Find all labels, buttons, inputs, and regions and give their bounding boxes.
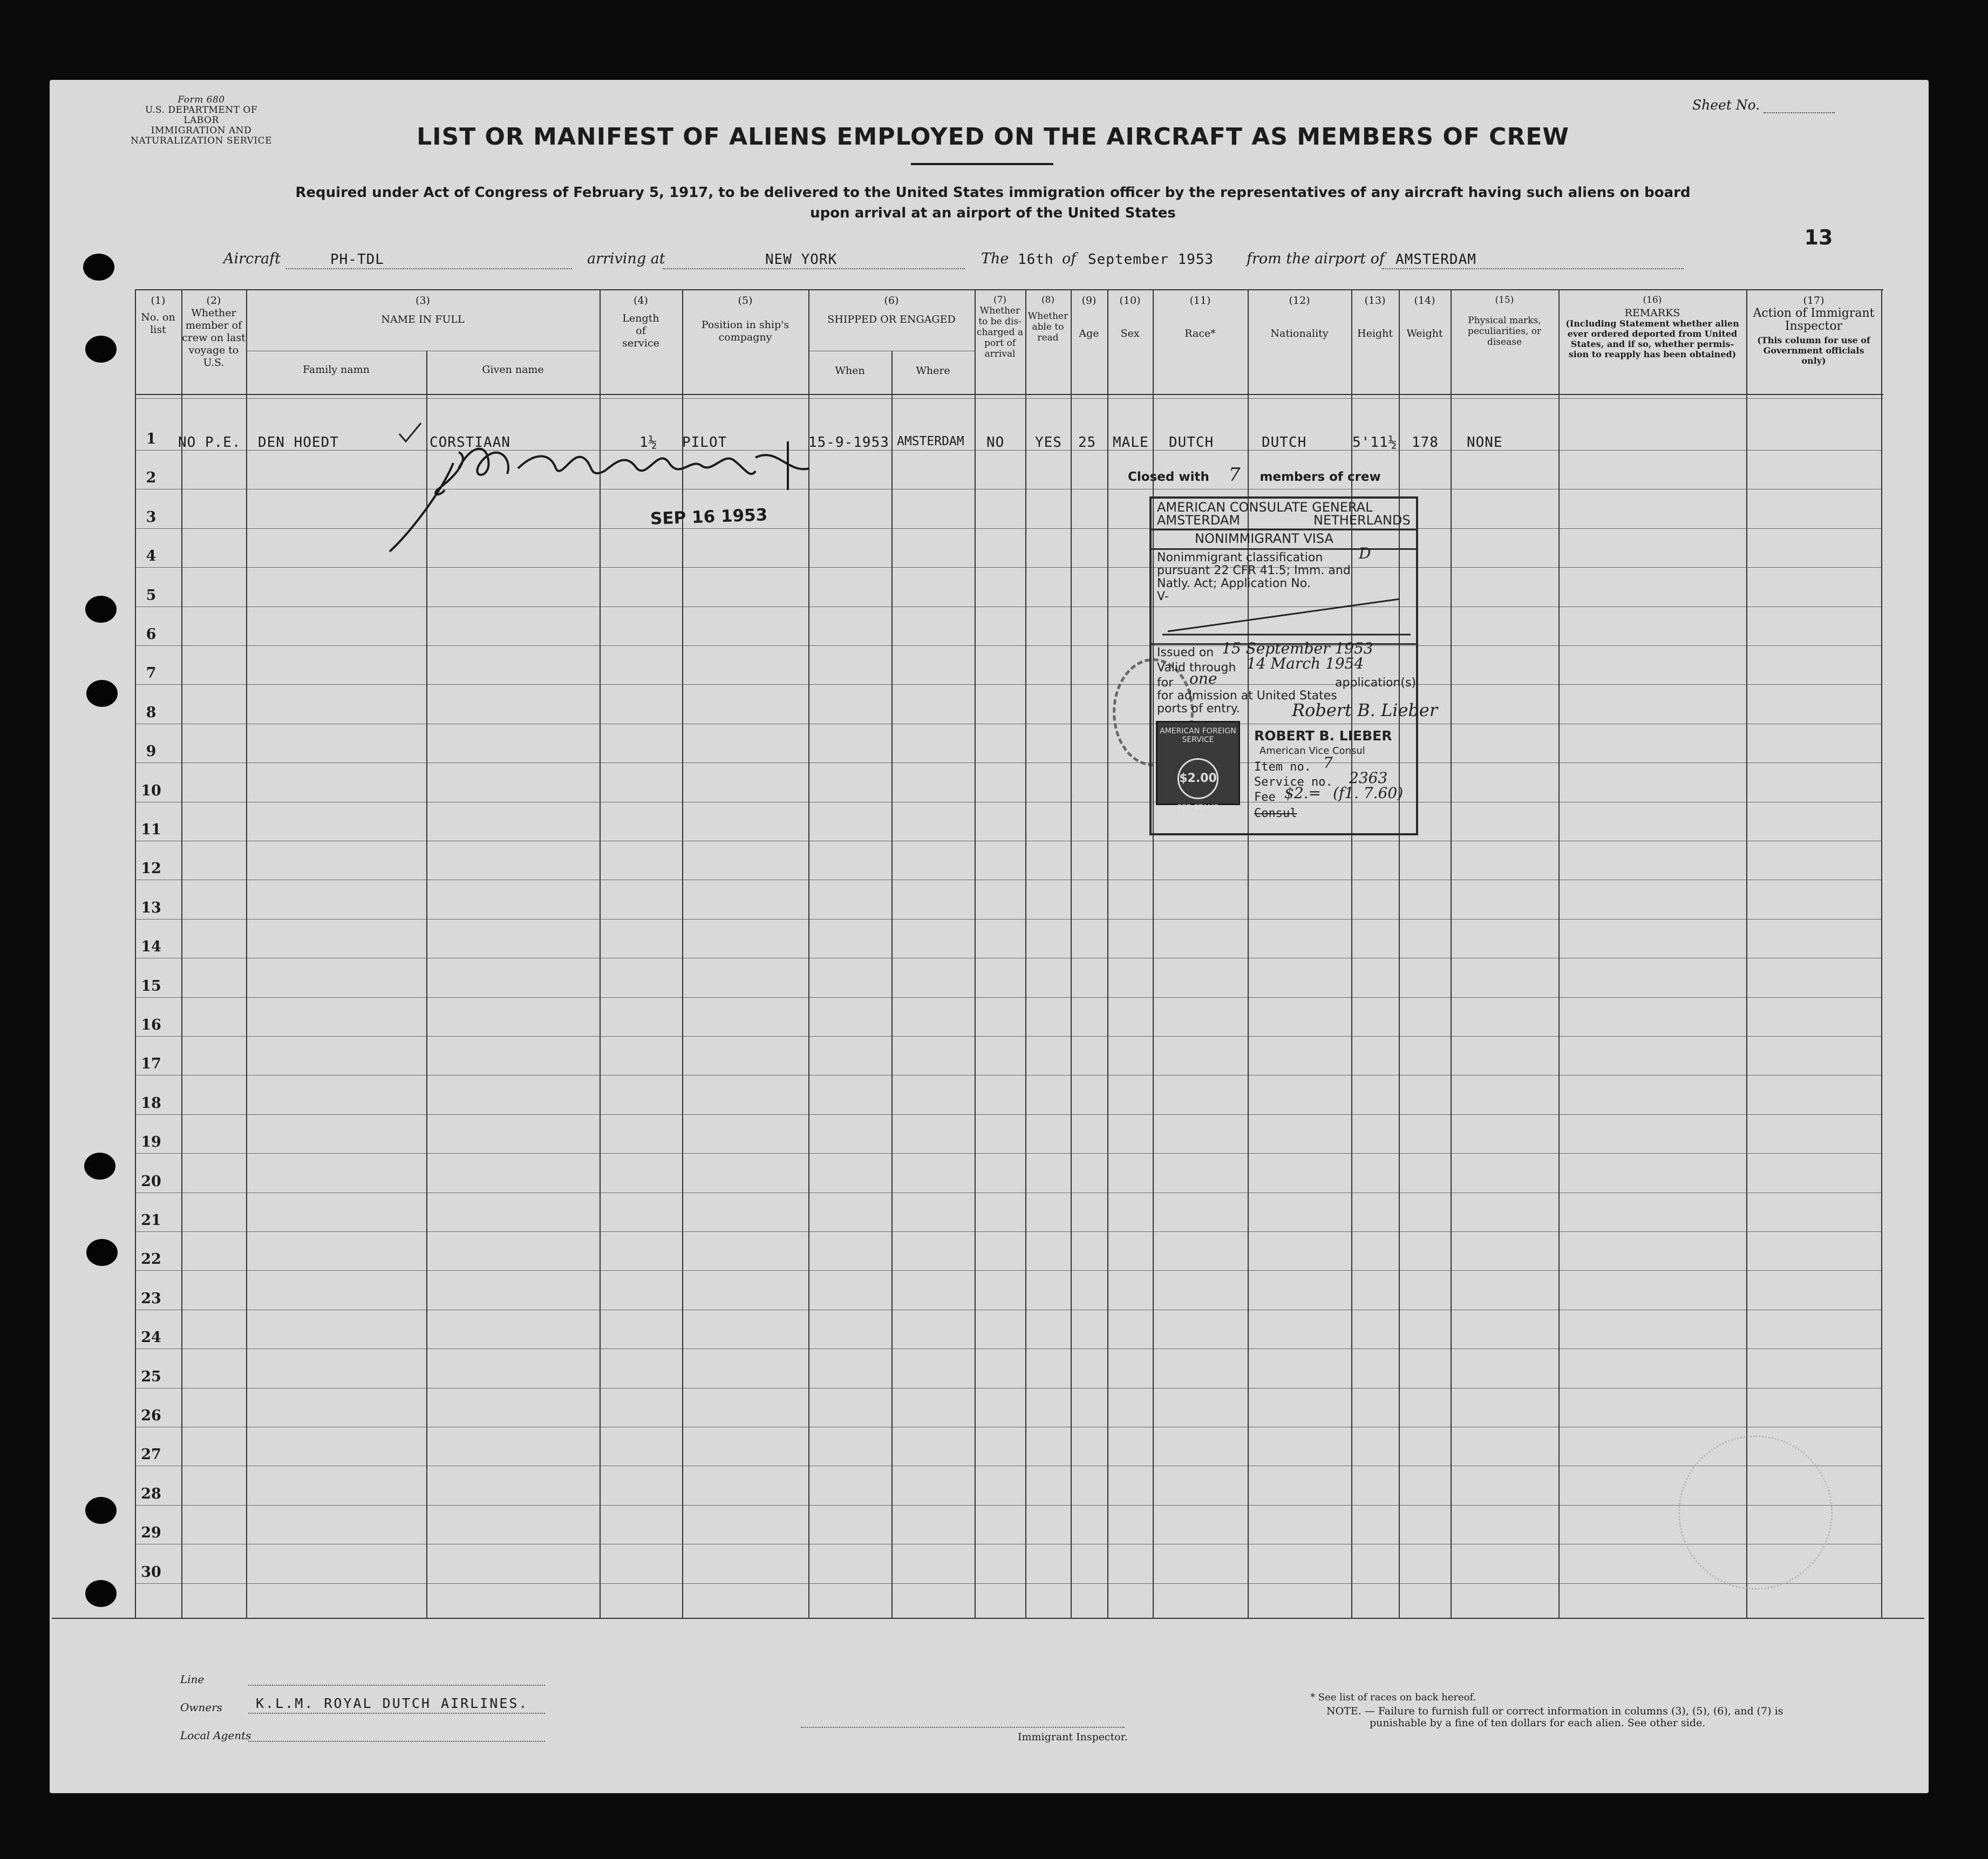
visa-fee-label: Fee [1254, 791, 1276, 804]
cell-sex: MALE [1113, 434, 1149, 451]
row-number: 13 [141, 900, 161, 916]
col-label: Height [1357, 328, 1393, 339]
visa-country: NETHERLANDS [1313, 513, 1411, 528]
punch-hole [85, 1497, 117, 1524]
fee-stamp-label: FEE STAMP [1177, 803, 1219, 812]
header-bottom-border [135, 394, 1883, 395]
row-rule [135, 997, 1881, 998]
column-divider [1025, 289, 1026, 1618]
title-underline [911, 163, 1053, 165]
page-subtitle [205, 182, 1781, 223]
col-header-4 [600, 295, 682, 350]
col-label: Whether member of crew on last voyage to U.S. [182, 307, 246, 369]
col-number: (8) [1041, 295, 1055, 305]
row-number: 17 [141, 1056, 161, 1072]
punch-hole [86, 1239, 118, 1266]
fee-stamp-top: AMERICAN FOREIGN SERVICE [1160, 727, 1236, 744]
row-rule [135, 1231, 1881, 1232]
aircraft-value: PH-TDL [330, 251, 384, 268]
col-label: Nationality [1270, 328, 1329, 339]
penalty-note [1326, 1705, 1866, 1729]
col-label: Race* [1184, 328, 1216, 339]
col-header-7 [975, 295, 1025, 359]
column-divider [1746, 289, 1747, 1618]
visa-divider [1152, 529, 1416, 530]
row-rule [135, 1036, 1881, 1037]
visa-divider [1152, 548, 1416, 550]
col-header-14 [1399, 295, 1451, 340]
col-number: (17) [1803, 295, 1824, 307]
col-header-15 [1451, 295, 1558, 348]
local-agents-label: Local Agents [180, 1729, 251, 1742]
closed-with-note [1128, 464, 1381, 486]
punch-hole [85, 1580, 117, 1607]
row-number: 18 [141, 1095, 161, 1112]
visa-class-label: Nonimmigrant classification [1157, 551, 1323, 564]
col-sublabel: (This column for use of Government officials only) [1757, 335, 1870, 366]
col-label: Position in ship's compagny [701, 319, 789, 343]
col-label: Age [1079, 328, 1099, 339]
col-header-12 [1248, 295, 1351, 340]
visa-class-value: D [1359, 544, 1371, 562]
visa-ports: ports of entry. [1157, 702, 1240, 716]
service-name: IMMIGRATION AND NATURALIZATION SERVICE [130, 125, 273, 146]
row-number: 15 [141, 978, 161, 995]
column-divider [1881, 289, 1882, 1618]
visa-city: AMSTERDAM [1157, 513, 1241, 528]
owners-value: K.L.M. ROYAL DUTCH AIRLINES. [256, 1695, 529, 1711]
row-number: 4 [146, 548, 156, 564]
col-number: (12) [1289, 295, 1310, 307]
punch-hole [86, 680, 118, 707]
col-number: (15) [1495, 295, 1514, 305]
column-divider [1071, 289, 1072, 1618]
row-number: 28 [141, 1486, 161, 1502]
col-header-when: When [835, 365, 865, 377]
col-header-8 [1025, 295, 1071, 343]
col-label: Whether able to read [1027, 311, 1068, 343]
arriving-value: NEW YORK [765, 251, 838, 268]
col-number: (3) [416, 295, 430, 307]
airport-value: AMSTERDAM [1395, 251, 1476, 268]
row-number: 2 [146, 469, 156, 486]
cell-age: 25 [1078, 434, 1097, 451]
cell-physical-marks: NONE [1467, 434, 1503, 451]
col-header-5 [682, 295, 808, 344]
penalty-note-line-1: NOTE. — Failure to furnish full or correct information in columns (3), (5), (6), and (7) is [1326, 1705, 1783, 1717]
col-header-where: Where [916, 365, 950, 377]
visa-item-label: Item no. [1254, 760, 1311, 774]
row-number: 25 [141, 1368, 161, 1385]
races-footnote: * See list of races on back hereof. [1310, 1692, 1476, 1703]
row-rule [135, 1153, 1881, 1154]
visa-fee-value: $2.= [1284, 784, 1321, 802]
row-rule [135, 645, 1881, 646]
row-number: 23 [141, 1290, 161, 1307]
arriving-field [663, 268, 965, 269]
row-number: 6 [146, 626, 156, 643]
col-label: Whether to be dis- charged a port of arrival [976, 305, 1024, 359]
header-bottom-border-2 [135, 398, 1883, 399]
row-number: 27 [141, 1446, 161, 1463]
from-airport-label: from the airport of [1247, 250, 1385, 267]
table-top-border [135, 289, 1883, 290]
visa-fee-guilders: (f1. 7.60) [1333, 784, 1404, 802]
cell-shipped-where: AMSTERDAM [897, 434, 964, 448]
column-divider [975, 289, 976, 1618]
owners-field [248, 1713, 545, 1714]
visa-applications: application(s) [1335, 676, 1416, 690]
row-number: 20 [141, 1173, 161, 1190]
airport-field [1381, 268, 1684, 269]
col-header-1 [135, 295, 181, 336]
column-divider [1558, 289, 1560, 1618]
row-rule [135, 1583, 1881, 1584]
cell-able-to-read: YES [1035, 434, 1062, 451]
col-label: Sex [1120, 328, 1140, 339]
col-header-2 [181, 295, 246, 369]
row-number: 19 [141, 1134, 161, 1150]
row-number: 3 [146, 509, 156, 526]
visa-v-number: V- [1157, 590, 1169, 603]
aircraft-field [286, 268, 572, 269]
visa-item-value: 7 [1323, 754, 1333, 772]
col-number: (5) [738, 295, 753, 307]
col-header-10 [1107, 295, 1153, 340]
date-received-stamp: SEP 16 1953 [650, 505, 768, 529]
line-label: Line [180, 1673, 205, 1686]
row-number: 9 [146, 743, 156, 760]
cell-nationality: DUTCH [1262, 434, 1307, 451]
col-number: (2) [206, 295, 221, 307]
consul-name: ROBERT B. LIEBER [1254, 728, 1392, 744]
embossed-seal [1678, 1435, 1833, 1590]
col-number: (1) [151, 295, 166, 307]
col-number: (9) [1081, 295, 1097, 307]
visa-valid-value: 14 March 1954 [1247, 655, 1364, 672]
inspector-signature-field [801, 1727, 1125, 1728]
row-number: 14 [141, 938, 161, 955]
closed-count: 7 [1228, 464, 1241, 486]
column-divider [1153, 289, 1154, 1618]
col-header-13 [1351, 295, 1399, 340]
column-divider [181, 289, 182, 1618]
col-label: Length of service [622, 312, 659, 349]
form-identifier [128, 95, 274, 146]
col-label: Weight [1406, 328, 1443, 339]
closed-suffix: members of crew [1259, 470, 1381, 484]
aircraft-label: Aircraft [223, 250, 281, 267]
row-number: 30 [141, 1564, 161, 1581]
punch-hole [85, 336, 117, 363]
visa-valid-label: Valid through [1157, 661, 1236, 675]
col-header-11 [1153, 295, 1248, 340]
row-rule [135, 762, 1881, 763]
row-rule [135, 1270, 1881, 1271]
row-number: 22 [141, 1251, 161, 1268]
row-rule [135, 1505, 1881, 1506]
visa-issued-label: Issued on [1157, 646, 1214, 659]
visa-strike-lines [1162, 594, 1411, 637]
punch-hole [85, 596, 117, 623]
row-number: 26 [141, 1407, 161, 1424]
row-rule [135, 1114, 1881, 1115]
subtitle-line-1: Required under Act of Congress of February 5, 1917, to be delivered to the United States immigration officer by the representatives of any aircraft having such aliens on board [295, 185, 1691, 201]
col-number: (4) [634, 295, 648, 307]
col-label: REMARKS [1624, 307, 1680, 319]
visa-for-label: for [1157, 676, 1174, 690]
subtitle-line-2: upon arrival at an airport of the United States [810, 205, 1176, 221]
cell-given-name: CORSTIAAN [430, 434, 510, 451]
inspector-label: Immigrant Inspector. [1018, 1731, 1128, 1743]
sheet-no-field [1764, 112, 1835, 113]
inspector-signature [378, 409, 863, 571]
row-number: 1 [146, 431, 156, 447]
visa-admission: for admission at United States [1157, 689, 1337, 703]
col-header-9 [1071, 295, 1107, 340]
column-divider [246, 289, 247, 1618]
col-label: SHIPPED OR ENGAGED [827, 314, 956, 325]
row-number: 7 [146, 665, 156, 682]
punch-hole [84, 1153, 115, 1180]
fee-stamp [1156, 721, 1240, 812]
col-number: (6) [884, 295, 899, 307]
cell-position: PILOT [682, 434, 727, 451]
cell-height: 5'11½ [1352, 434, 1398, 451]
arrival-month-year: September 1953 [1088, 251, 1214, 268]
visa-type: NONIMMIGRANT VISA [1195, 531, 1333, 546]
arrival-day: 16th [1018, 251, 1054, 268]
col-label: Action of Immigrant Inspector [1753, 307, 1875, 333]
table-bottom-border [52, 1618, 1924, 1619]
row-number: 8 [146, 704, 156, 721]
col-header-17 [1746, 295, 1881, 366]
cell-previous-voyage: NO P.E. [178, 434, 241, 451]
visa-consul-struck: Consul [1254, 807, 1297, 820]
cell-shipped-when: 15-9-1953 [808, 434, 889, 451]
visa-stamp [1149, 496, 1438, 835]
visa-issued-value: 15 September 1953 [1222, 639, 1373, 657]
col-number: (13) [1364, 295, 1386, 307]
col-label: NAME IN FULL [381, 314, 465, 325]
consul-title: American Vice Consul [1259, 745, 1365, 757]
column-divider [1107, 289, 1108, 1618]
visa-for-value: one [1189, 670, 1217, 687]
visa-service-value: 2363 [1349, 769, 1388, 787]
punch-hole [83, 254, 114, 281]
col-header-3 [246, 295, 600, 326]
owners-label: Owners [180, 1701, 223, 1714]
col-number: (10) [1119, 295, 1141, 307]
col-label: No. on list [141, 311, 175, 336]
row-rule [135, 919, 1881, 920]
penalty-note-line-2: punishable by a fine of ten dollars for each alien. See other side. [1370, 1717, 1706, 1729]
local-agents-field [248, 1741, 545, 1742]
col-header-family-name: Family namn [303, 364, 370, 376]
row-number: 29 [141, 1524, 161, 1541]
column-divider [1399, 289, 1400, 1618]
column-divider [891, 351, 893, 1618]
page-title: LIST OR MANIFEST OF ALIENS EMPLOYED ON THE AIRCRAFT AS MEMBERS OF CREW [417, 123, 1569, 151]
sheet-number: 13 [1804, 226, 1833, 249]
fee-stamp-amount: $2.00 [1177, 758, 1218, 799]
cell-length-of-service: 1½ [639, 434, 658, 451]
row-number: 10 [141, 782, 161, 799]
cell-family-name: DEN HOEDT [258, 434, 339, 451]
sheet-no-label: Sheet No. [1692, 97, 1760, 113]
row-number: 21 [141, 1212, 161, 1229]
arriving-label: arriving at [587, 250, 665, 267]
line-field [248, 1685, 545, 1686]
col-number: (14) [1414, 295, 1435, 307]
cell-race: DUTCH [1169, 434, 1214, 451]
visa-service-label: Service no. [1254, 775, 1333, 789]
row-rule [135, 684, 1881, 685]
form-number: Form 680 [178, 94, 225, 105]
closed-prefix: Closed with [1128, 470, 1209, 484]
col-sublabel: (Including Statement whether alien ever ordered deported from United States, and if so, whether permis- sion to reapply has been obtained) [1565, 318, 1739, 359]
column-divider [1248, 289, 1249, 1618]
col-number: (7) [993, 295, 1007, 305]
col-header-6 [808, 295, 975, 326]
col-header-given-name: Given name [482, 364, 544, 376]
col-header-16 [1558, 295, 1746, 359]
row-number: 16 [141, 1017, 161, 1033]
visa-consulate: AMERICAN CONSULATE GENERAL [1157, 500, 1373, 515]
col-label: Physical marks, peculiarities, or disease [1467, 315, 1542, 348]
cell-discharged: NO [986, 434, 1005, 451]
cell-weight: 178 [1412, 434, 1439, 451]
of-label: of [1062, 250, 1077, 267]
department-name: U.S. DEPARTMENT OF LABOR [145, 105, 258, 126]
row-number: 5 [146, 587, 156, 604]
col-number: (16) [1643, 295, 1662, 305]
column-divider [1451, 289, 1452, 1618]
the-label: The [981, 250, 1009, 267]
visa-natly: Natly. Act; Application No. [1157, 577, 1311, 590]
col-number: (11) [1189, 295, 1211, 307]
consul-signature: Robert B. Lieber [1292, 700, 1438, 720]
row-number: 24 [141, 1329, 161, 1346]
visa-pursuant: pursuant 22 CFR 41.5; Imm. and [1157, 564, 1351, 577]
row-number: 11 [141, 821, 161, 838]
row-number: 12 [141, 860, 161, 877]
column-divider [1351, 289, 1352, 1618]
